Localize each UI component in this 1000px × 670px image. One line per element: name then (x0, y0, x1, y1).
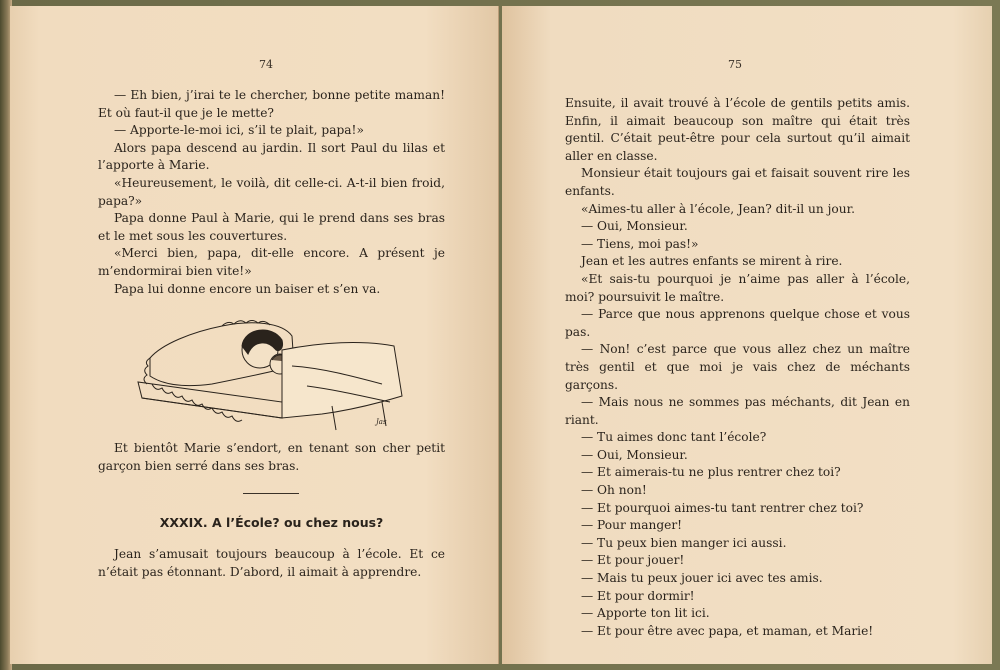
section-divider (243, 493, 299, 494)
paragraph: «Et sais-tu pourquoi je n’aime pas aller à l’école, moi? poursuivit le maître. (565, 271, 910, 304)
paragraph: «Merci bien, papa, dit-elle encore. A présent je m’endormirai bien vite!» (98, 246, 445, 278)
paragraph: Et bientôt Marie s’endort, en tenant son cher petit garçon bien serré dans ses bras. (98, 441, 445, 473)
paragraph: — Mais tu peux jouer ici avec tes amis. (581, 571, 823, 586)
page-number: 74 (259, 58, 273, 71)
paragraph: — Parce que nous apprenons quelque chose et vous pas. (565, 307, 910, 339)
paragraph: — Oui, Monsieur. (581, 219, 688, 234)
paragraph: — Tiens, moi pas!» (581, 236, 699, 251)
paragraph: — Et pour être avec papa, et maman, et Marie! (581, 623, 874, 638)
page-number: 75 (728, 58, 742, 71)
paragraph: — Et pour dormir! (581, 588, 695, 603)
text-block-top (98, 87, 445, 298)
chapter-title: XXXIX. A l’École? ou chez nous? (159, 515, 384, 530)
paragraph: Jean et les autres enfants se mirent à rire. (581, 254, 843, 269)
paragraph: — Tu aimes donc tant l’école? (581, 430, 767, 445)
right-page (502, 6, 992, 664)
paragraph: «Heureusement, le voilà, dit celle-ci. A-t-il bien froid, papa?» (98, 175, 445, 208)
paragraph: — Pour manger! (581, 518, 683, 533)
paragraph: — Oh non! (581, 483, 647, 498)
paragraph: — Apporte ton lit ici. (581, 606, 710, 621)
text-block-bottom (98, 546, 445, 581)
paragraph: — Et pour jouer! (581, 553, 685, 568)
paragraph: — Oui, Monsieur. (581, 447, 688, 462)
paragraph: Papa donne Paul à Marie, qui le prend dans ses bras et le met sous les couvertures. (98, 211, 445, 243)
paragraph: — Non! c’est parce que vous allez chez un maître très gentil et que moi je vais chez de méchants garçons. (565, 342, 910, 392)
paragraph: — Et pourquoi aimes-tu tant rentrer chez toi? (581, 500, 864, 515)
paragraph: Jean s’amusait toujours beaucoup à l’école. Et ce n’était pas étonnant. D’abord, il aimait à apprendre. (98, 547, 445, 579)
paragraph: «Aimes-tu aller à l’école, Jean? dit-il un jour. (581, 201, 855, 216)
text-block (565, 95, 910, 640)
paragraph: Monsieur était toujours gai et faisait souvent rire les enfants. (565, 166, 910, 198)
text-block-middle (98, 440, 445, 475)
paragraph: — Mais nous ne sommes pas méchants, dit Jean en riant. (565, 395, 910, 427)
paragraph: — Tu peux bien manger ici aussi. (581, 535, 787, 550)
paragraph: — Eh bien, j’irai te le chercher, bonne petite maman! Et où faut-il que je le mette? (98, 88, 445, 120)
paragraph: Alors papa descend au jardin. Il sort Paul du lilas et l’apporte à Marie. (98, 140, 445, 173)
illustration-signature: Jas (376, 418, 387, 426)
paragraph: — Apporte-le-moi ici, s’il te plait, papa!» (114, 123, 364, 138)
sleeping-girl-illustration (132, 306, 412, 432)
paragraph: Ensuite, il avait trouvé à l’école de gentils petits amis. Enfin, il aimait beaucoup son maître qui était très gentil. C’était peut-être pour cela surtout qu’il aimait aller en classe. (565, 96, 910, 163)
paragraph: Papa lui donne encore un baiser et s’en va. (114, 281, 381, 296)
left-page (10, 6, 499, 664)
paragraph: — Et aimerais-tu ne plus rentrer chez toi? (581, 465, 841, 480)
